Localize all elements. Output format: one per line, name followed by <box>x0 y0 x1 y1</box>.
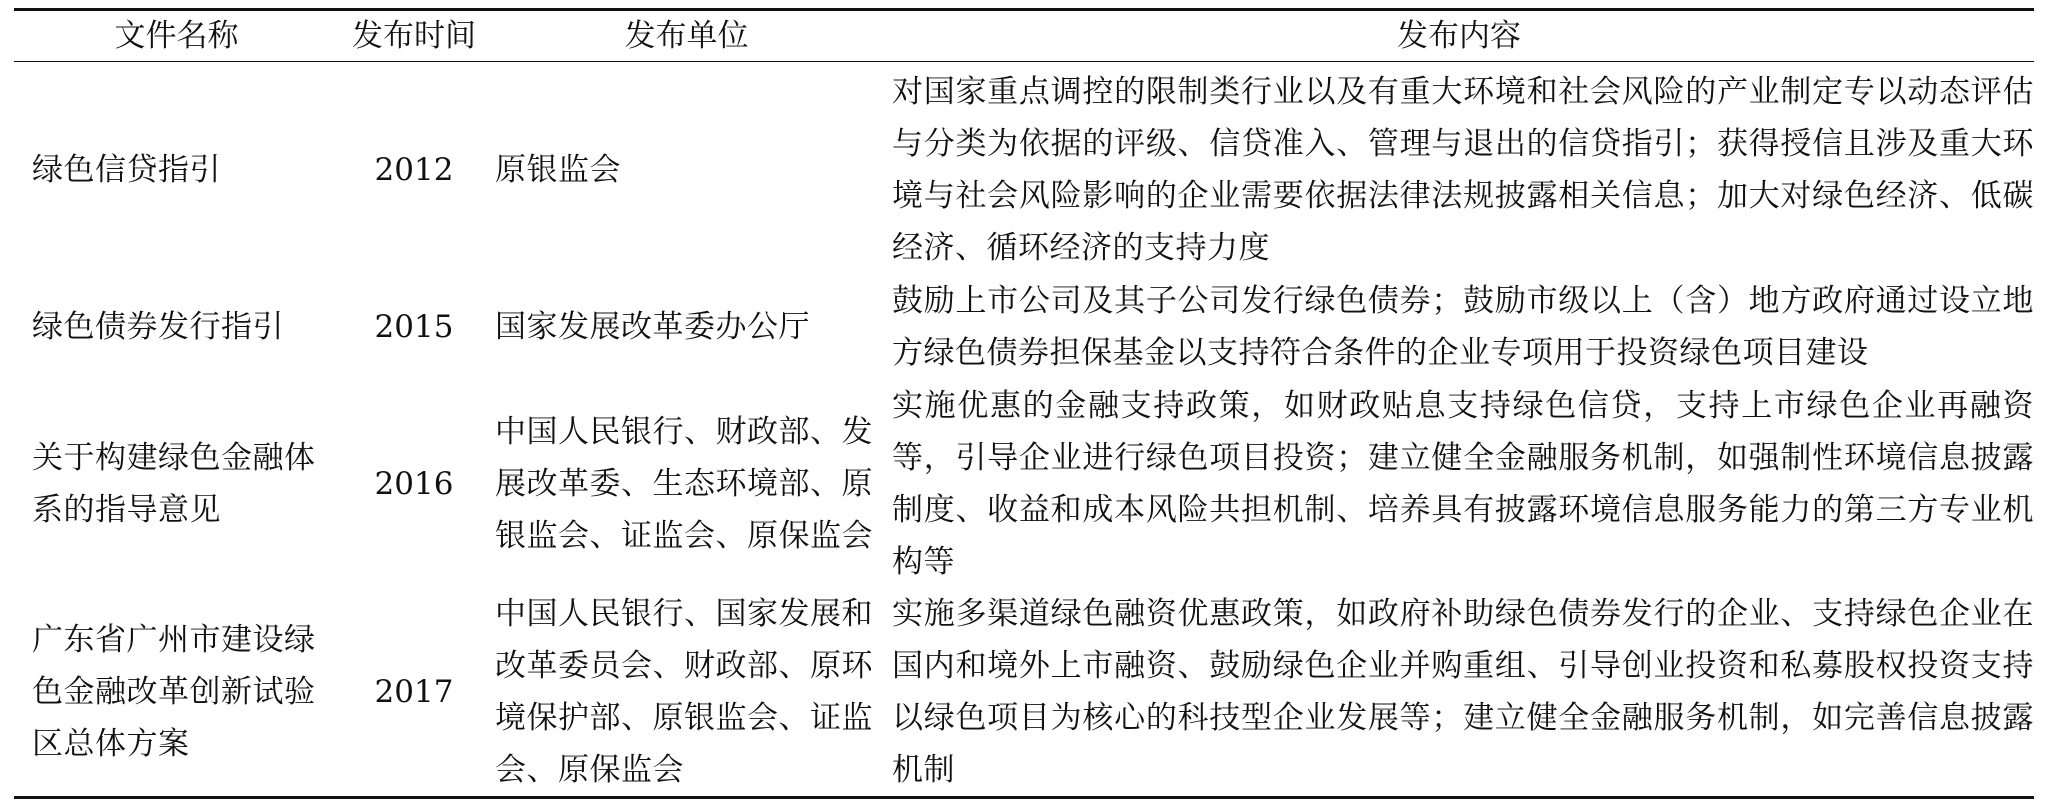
table-row <box>14 380 2034 588</box>
cell-year: 2017 <box>374 674 454 710</box>
table-row <box>14 62 2034 275</box>
table-row <box>14 588 2034 798</box>
header-file-name: 文件名称 <box>14 10 339 62</box>
cell-year: 2016 <box>374 466 454 502</box>
cell-content: 实施多渠道绿色融资优惠政策，如政府补助绿色债券发行的企业、支持绿色企业在国内和境外上市融资、鼓励绿色企业并购重组、引导创业投资和私募股权投资支持以绿色项目为核心的科技型企业发展等；建立健全金融服务机制，如完善信息披露机制 <box>892 596 2034 788</box>
table-row <box>14 274 2034 380</box>
cell-year: 2015 <box>374 309 454 345</box>
cell-issuer: 国家发展改革委办公厅 <box>495 309 810 345</box>
table-header-row <box>14 10 2034 62</box>
header-content: 发布内容 <box>884 10 2034 62</box>
policy-table-page <box>14 8 2034 792</box>
cell-file-name: 关于构建绿色金融体系的指导意见 <box>32 440 316 528</box>
cell-content: 实施优惠的金融支持政策，如财政贴息支持绿色信贷，支持上市绿色企业再融资等，引导企业进行绿色项目投资；建立健全金融服务机制，如强制性环境信息披露制度、收益和成本风险共担机制、培养具有披露环境信息服务能力的第三方专业机构等 <box>892 388 2034 580</box>
header-release-time: 发布时间 <box>339 10 489 62</box>
cell-year: 2012 <box>374 152 454 188</box>
header-issuer: 发布单位 <box>489 10 884 62</box>
cell-content: 对国家重点调控的限制类行业以及有重大环境和社会风险的产业制定专以动态评估与分类为依据的评级、信贷准入、管理与退出的信贷指引；获得授信且涉及重大环境与社会风险影响的企业需要依据法律法规披露相关信息；加大对绿色经济、低碳经济、循环经济的支持力度 <box>892 74 2034 266</box>
cell-issuer: 中国人民银行、财政部、发展改革委、生态环境部、原银监会、证监会、原保监会 <box>495 414 873 554</box>
cell-issuer: 原银监会 <box>495 152 621 188</box>
cell-issuer: 中国人民银行、国家发展和改革委员会、财政部、原环境保护部、原银监会、证监会、原保监会 <box>495 596 873 788</box>
cell-file-name: 绿色债券发行指引 <box>32 309 284 345</box>
cell-file-name: 绿色信贷指引 <box>32 152 221 188</box>
green-finance-policy-table <box>14 8 2034 799</box>
cell-file-name: 广东省广州市建设绿色金融改革创新试验区总体方案 <box>32 622 316 762</box>
cell-content: 鼓励上市公司及其子公司发行绿色债券；鼓励市级以上（含）地方政府通过设立地方绿色债券担保基金以支持符合条件的企业专项用于投资绿色项目建设 <box>892 283 2034 371</box>
